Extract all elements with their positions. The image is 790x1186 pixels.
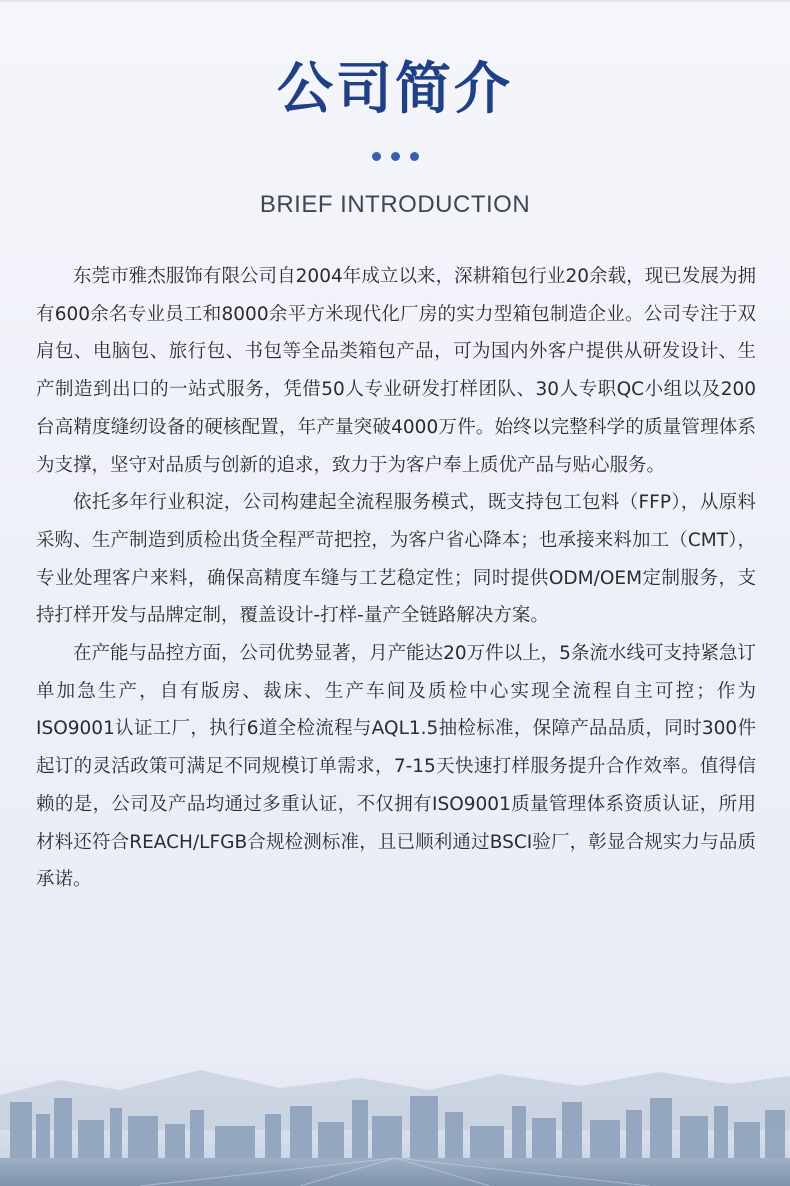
- title-dots: [0, 152, 790, 161]
- intro-paragraph-3: 在产能与品控方面，公司优势显著，月产能达20万件以上，5条流水线可支持紧急订单加急生产，自有版房、裁床、生产车间及质检中心实现全流程自主可控；作为ISO9001认证工厂，执行6道全检流程与AQL1.5抽检标准，保障产品品质，同时300件起订的灵活政策可满足不同规模订单需求，7-15天快速打样服务提升合作效率。值得信赖的是，公司及产品均通过多重认证，不仅拥有ISO9001质量管理体系资质认证，所用材料还符合REACH/LFGB合规检测标准，且已顺利通过BSCI验厂，彰显合规实力与品质承诺。: [36, 643, 756, 891]
- dot: [372, 152, 381, 161]
- dot: [391, 152, 400, 161]
- city-skyline-image: [0, 1040, 790, 1186]
- top-divider: [0, 0, 790, 2]
- dot: [410, 152, 419, 161]
- intro-paragraph-1: 东莞市雅杰服饰有限公司自2004年成立以来，深耕箱包行业20余载，现已发展为拥有600余名专业员工和8000余平方米现代化厂房的实力型箱包制造企业。公司专注于双肩包、电脑包、旅行包、书包等全品类箱包产品，可为国内外客户提供从研发设计、生产制造到出口的一站式服务，凭借50人专业研发打样团队、30人专职QC小组以及200台高精度缝纫设备的硬核配置，年产量突破4000万件。始终以完整科学的质量管理体系为支撑，坚守对品质与创新的追求，致力于为客户奉上质优产品与贴心服务。: [36, 266, 756, 476]
- intro-paragraph-2: 依托多年行业积淀，公司构建起全流程服务模式，既支持包工包料（FFP），从原料采购、生产制造到质检出货全程严苛把控，为客户省心降本；也承接来料加工（CMT），专业处理客户来料，确保高精度车缝与工艺稳定性；同时提供ODM/OEM定制服务，支持打样开发与品牌定制，覆盖设计-打样-量产全链路解决方案。: [36, 492, 756, 627]
- page-title: 公司简介: [277, 57, 513, 122]
- intro-body: [36, 258, 756, 899]
- page-subtitle: BRIEF INTRODUCTION: [259, 191, 531, 218]
